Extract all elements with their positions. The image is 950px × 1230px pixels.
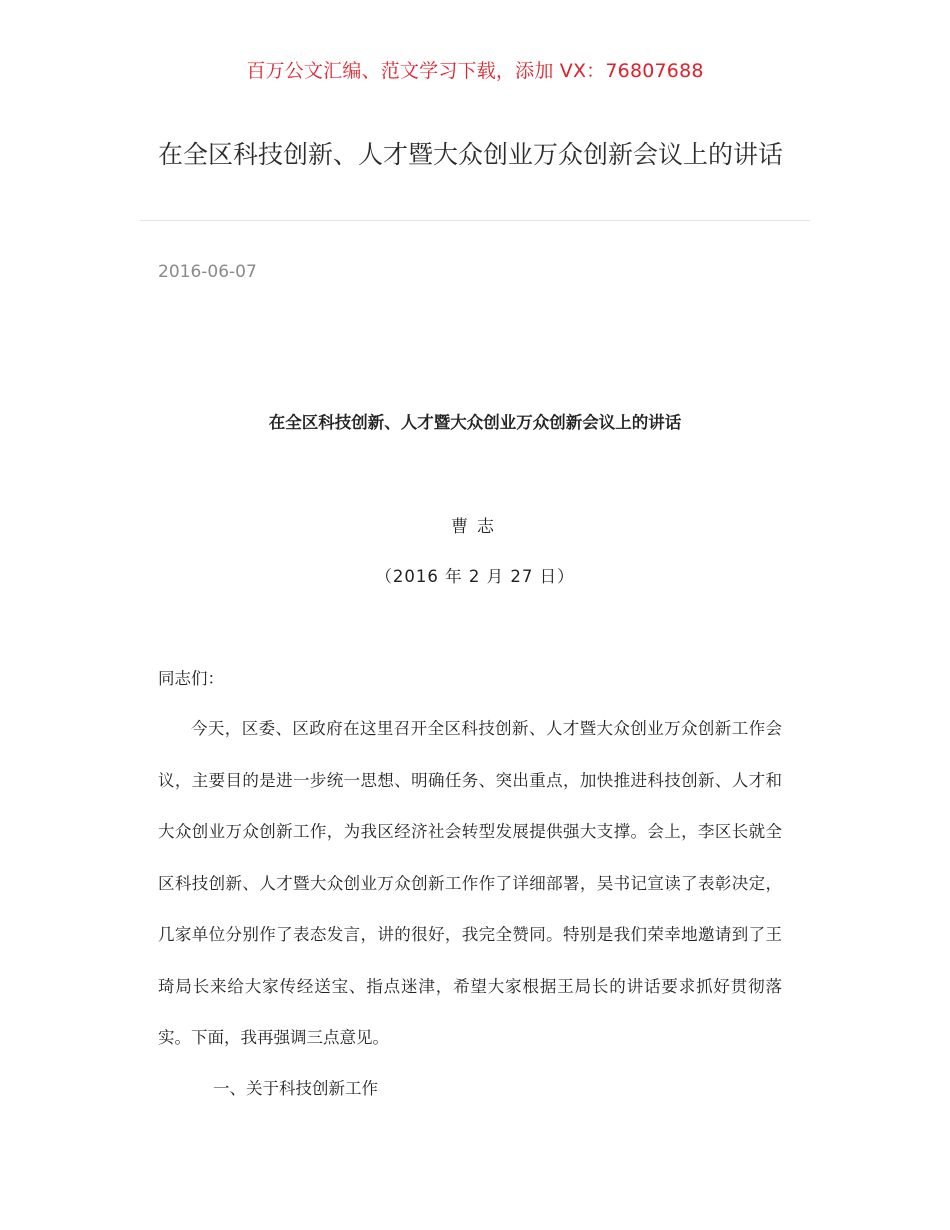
download-banner: 百万公文汇编、范文学习下载，添加 VX：76807688 (246, 60, 704, 82)
document-heading: 在全区科技创新、人才暨大众创业万众创新会议上的讲话 (268, 413, 682, 432)
section-heading: 一、关于科技创新工作 (213, 1079, 378, 1098)
article-title: 在全区科技创新、人才暨大众创业万众创新会议上的讲话 (158, 140, 784, 169)
salutation: 同志们： (158, 669, 224, 688)
title-divider (140, 220, 810, 221)
body-paragraph: 今天，区委、区政府在这里召开全区科技创新、人才暨大众创业万众创新工作会议，主要目的是进一步统一思想、明确任务、突出重点，加快推进科技创新、人才和大众创业万众创新工作，为我区经济社会转型发展提供强大支撑。会上，李区长就全区科技创新、人才暨大众创业万众创新工作作了详细部署，吴书记宣读了表彰决定，几家单位分别作了表态发言，讲的很好，我完全赞同。特别是我们荣幸地邀请到了王琦局长来给大家传经送宝、指点迷津，希望大家根据王局长的讲话要求抓好贯彻落实。下面，我再强调三点意见。 (158, 719, 782, 1047)
author-name: 曹志 (451, 517, 503, 537)
publish-date: 2016-06-07 (158, 262, 257, 282)
speech-date: （2016 年 2 月 27 日） (375, 567, 575, 586)
